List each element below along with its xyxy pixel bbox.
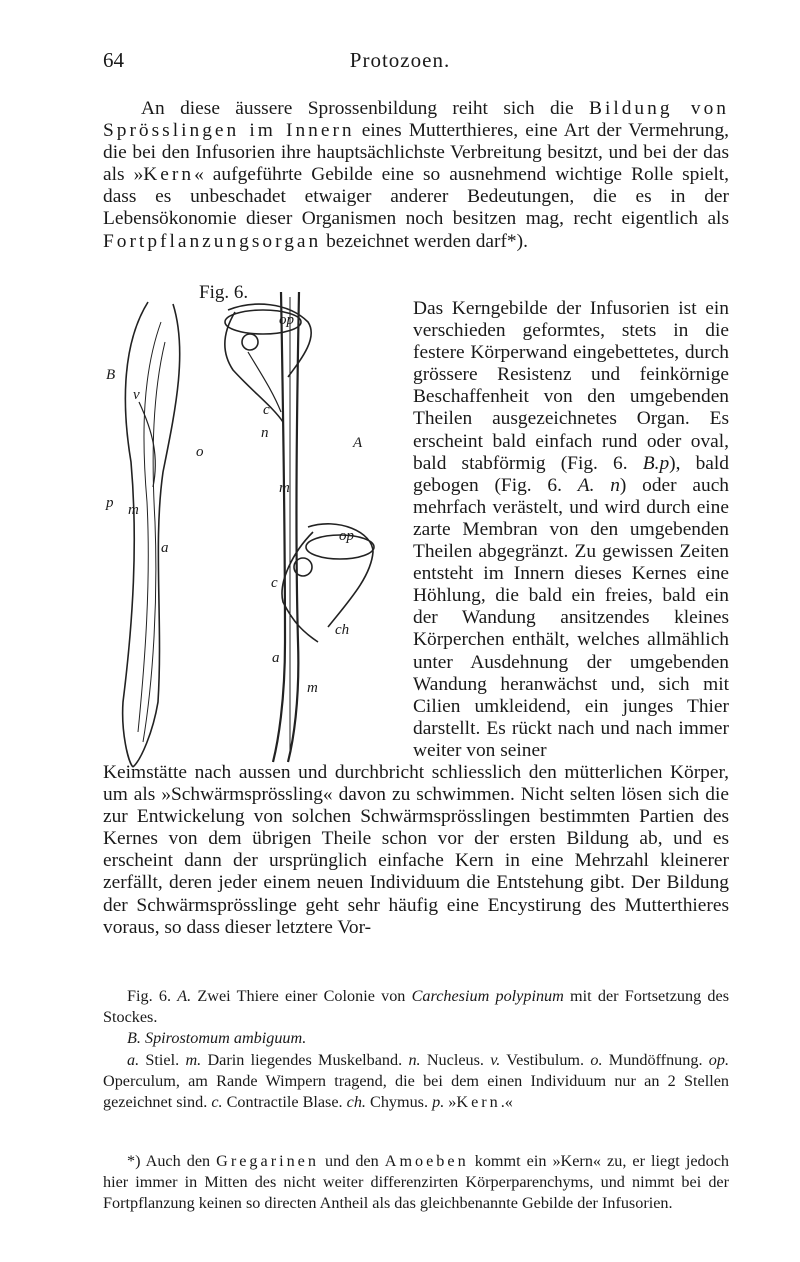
letter-p: p (106, 495, 114, 511)
footnote-text-1: *) Auch den (127, 1152, 217, 1170)
para1-text-3: « aufgeführte Gebilde eine so ausnehmend wichtige Rolle spielt, dass es unbeschadet etwaiger anderer Bedeutungen, die es in der Lebensökonomie dieser Organismen noch besitzen mag, recht eigentlich als (103, 164, 729, 230)
letter-c-lower: c (271, 575, 278, 591)
page-number: 64 (103, 48, 124, 72)
para1-text-4: bezeichnet werden darf*). (321, 230, 528, 252)
letter-a-lower: a (272, 650, 280, 666)
figure-illustration (103, 282, 403, 772)
footnote (103, 1151, 729, 1215)
caption-def-p-close: .« (500, 1093, 513, 1112)
page-header (0, 48, 800, 78)
caption-def-op: Operculum, am Rande Wimpern tragend, die bei dem einen Individuum nur an 2 Stellen gezeichnet sind. (103, 1071, 729, 1112)
caption-key-v: v. (490, 1050, 501, 1069)
caption-key-m: m. (185, 1050, 202, 1069)
letter-m-top: m (279, 480, 290, 496)
footnote-text-3: kommt ein »Kern« zu, er liegt jedoch hier immer in Mitten des nicht weiter differenzirten Körperparenchyms, und nimmt bei der Fortpflanzung keinen so directen Antheil als das gleichbenannte Gebilde der Infusorien. (103, 1152, 729, 1213)
caption-key-o: o. (590, 1050, 603, 1069)
letter-v: v (133, 387, 140, 403)
letter-A: A (353, 435, 363, 451)
caption-A: A. (177, 987, 192, 1005)
caption-def-p-open: » (444, 1093, 457, 1112)
letter-B: B (106, 367, 116, 383)
caption-key-ch: ch. (346, 1093, 366, 1112)
caption-def-c: Contractile Blase. (222, 1093, 347, 1112)
letter-a-left: a (161, 540, 169, 556)
letter-c-top: c (263, 402, 270, 418)
caption-def-a: Stiel. (139, 1050, 186, 1069)
para2-text-1: Das Kerngebilde der Infusorien ist ein verschieden geformtes, stets in die festere Körperwand eingebettetes, durch grössere Resistenz und feinkörnige Beschaffenheit von den umgebenden Theilen ausgezeichnetes Organ. Es erscheint bald einfach rund oder oval, bald stabförmig (Fig. 6. (413, 298, 729, 474)
figure-6 (103, 282, 403, 772)
caption-fig: Fig. 6. (127, 987, 178, 1005)
para2-text-3: ) oder auch mehrfach verästelt, und wird durch eine zarte Membran von den umgebenden Theilen abgegränzt. Zu gewissen Zeiten entsteht im Innern dieses Kernes eine Höhlung, die bald ein freies, bald ein der Wandung ansitzendes kleines Körperchen enthält, welches allmählich unter Ausdehnung der umgebenden Wandung heranwächst und, sich mit Cilien umkleidend, ein junges Thier darstellt. Es rückt nach und nach immer weiter von seiner (413, 474, 729, 761)
footnote-text-2: und den (318, 1152, 385, 1170)
paragraph-2 (413, 298, 729, 762)
spirostomum-drawing (123, 302, 180, 767)
figure-label: Fig. 6. (199, 282, 249, 303)
letter-m-lower: m (307, 680, 318, 696)
paragraph-1 (103, 98, 729, 253)
figure-caption (103, 986, 729, 1113)
caption-def-n: Nucleus. (420, 1050, 491, 1069)
stalk-drawing (273, 292, 299, 762)
para2-text-2: ), bald gebogen (Fig. 6. (413, 452, 729, 496)
caption-species-1: Carchesium polypinum (411, 987, 564, 1005)
letter-op-top: op (279, 312, 294, 328)
caption-def-v: Vestibulum. (500, 1050, 591, 1069)
para1-text-2: eines Mutterthieres, eine Art der Vermehrung, die bei den Infusorien ihre hauptsächlichste Verbreitung besitzt, und bei der das als » (103, 120, 729, 186)
caption-text-2: mit der Fortsetzung des Stockes. (103, 987, 729, 1027)
letter-ch: ch (335, 622, 350, 638)
caption-def-ch: Chymus. (365, 1093, 433, 1112)
letter-m-left: m (128, 502, 139, 518)
caption-def-m: Darin liegendes Muskelband. (201, 1050, 409, 1069)
caption-species-2: B. Spirostomum ambiguum. (127, 1029, 307, 1048)
footnote-amoeben: Amoeben (384, 1152, 469, 1170)
letter-op-lower: op (339, 528, 354, 544)
caption-key-p: p. (432, 1093, 445, 1112)
paragraph-3: Keimstätte nach aussen und durchbricht schliesslich den mütterlichen Körper, um als »Schwärmsprössling« davon zu schwimmen. Nicht selten lösen sich die zur Entwickelung von solchen Schwärmsprösslingen bestimmten Partien des Kernes von dem übrigen Theile schon vor der ersten Bildung ab, und es erscheint dann der ursprünglich einfache Kern in eine Mehrzahl kleinerer zerfällt, deren jeder einem neuen Individuum die Entstehung gibt. Der Bildung der Schwärmsprösslinge geht sehr häufig eine Encystirung des Mutterthieres voraus, so dass dieser letztere Vor- (103, 762, 729, 938)
caption-key-n: n. (408, 1050, 421, 1069)
letter-n: n (261, 425, 269, 441)
caption-def-o: Mundöffnung. (602, 1050, 709, 1069)
caption-key-op: op. (708, 1050, 730, 1069)
para1-emphasis-1: Bildung von Sprösslingen im Innern (103, 98, 729, 142)
caption-key-c: c. (211, 1093, 223, 1112)
footnote-gregarinen: Gregarinen (216, 1152, 319, 1170)
para1-emphasis-2: Fortpflanzungsorgan (103, 230, 322, 252)
letter-o: o (196, 444, 204, 460)
para2-ref-An: A. n (577, 474, 620, 496)
caption-text-1: Zwei Thiere einer Colonie von (191, 987, 412, 1005)
running-head: Protozoen. (349, 48, 451, 72)
para1-emphasis-kern: Kern (143, 164, 195, 186)
caption-key-a: a. (127, 1050, 140, 1069)
para1-text-1: An diese äussere Sprossenbildung reiht sich die (141, 98, 590, 119)
para2-ref-Bp: B.p (642, 452, 670, 474)
caption-def-p-kern: Kern (456, 1093, 501, 1112)
